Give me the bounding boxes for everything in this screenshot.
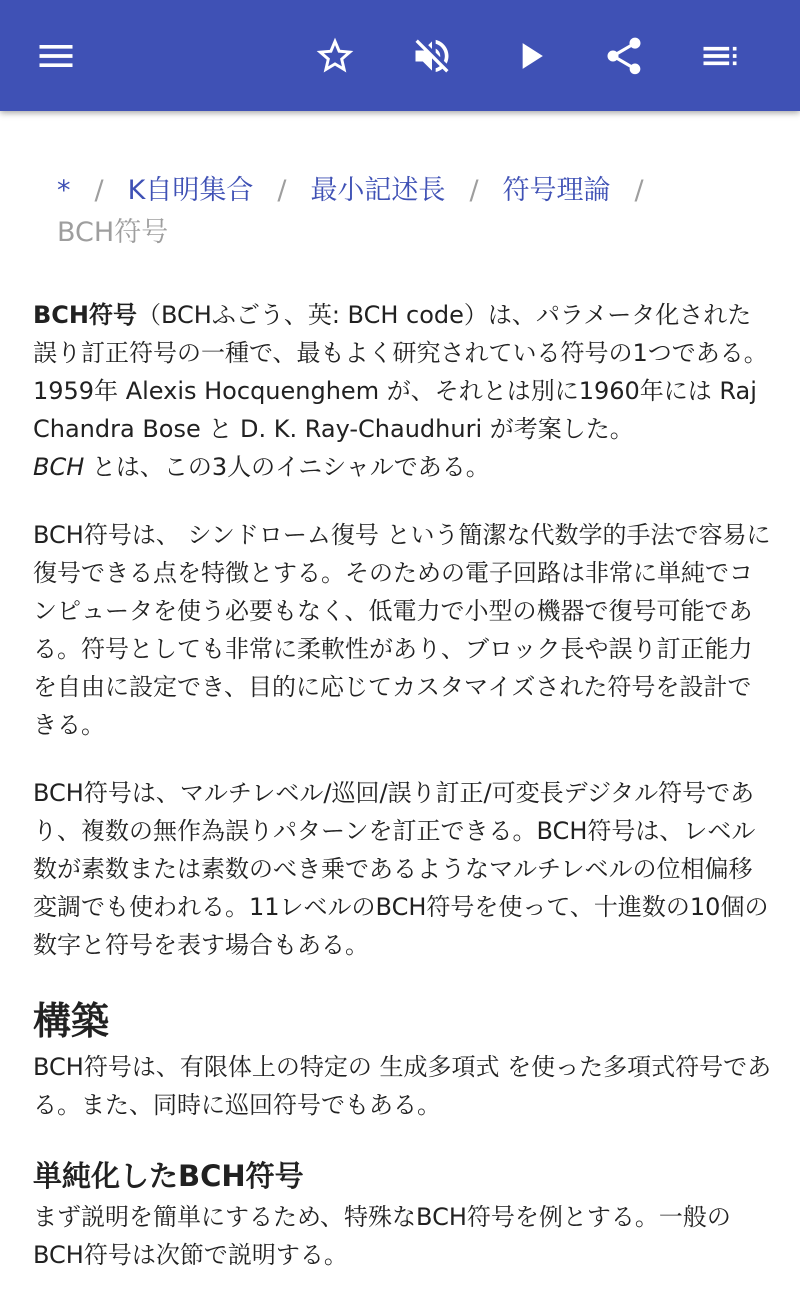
mute-button[interactable] (396, 20, 468, 92)
intro-paragraph (33, 296, 773, 486)
multilevel-paragraph: BCH符号は、マルチレベル/巡回/誤り訂正/可変長デジタル符号であり、複数の無作為誤りパターンを訂正できる。BCH符号は、レベル数が素数または素数のべき乗であるようなマルチレベルの位相偏移変調でも使われる。11レベルのBCH符号を使って、十進数の10個の数字と符号を表す場合もある。 (33, 779, 769, 959)
star-outline-icon (313, 34, 357, 78)
breadcrumb-separator: / (634, 175, 644, 206)
toc-list-icon (698, 34, 742, 78)
intro-italic-term: BCH (33, 453, 85, 481)
breadcrumb-item-mdl[interactable]: 最小記述長 (310, 175, 446, 206)
section-heading-simplified-bch: 単純化したBCH符号 (33, 1159, 304, 1193)
article-content (33, 170, 773, 1304)
intro-text-1: （BCHふごう、英: BCH code）は、パラメータ化された誤り訂正符号の一種で、最もよく研究されている符号の1つである。1959年 Alexis Hocquenghem が、それとは別に1960年には Raj Chandra Bose と D. K. Ray-Chaudhuri が考案した。 (33, 301, 768, 443)
menu-icon (34, 34, 78, 78)
breadcrumb-separator: / (469, 175, 479, 206)
menu-button[interactable] (20, 20, 92, 92)
share-button[interactable] (588, 20, 660, 92)
play-icon (508, 34, 552, 78)
breadcrumb-item-k-trivial-set[interactable]: K自明集合 (127, 175, 254, 206)
intro-text-2: とは、この3人のイニシャルである。 (84, 453, 490, 481)
breadcrumb-current: BCH符号 (57, 217, 169, 248)
breadcrumb-item-root[interactable]: * (57, 175, 71, 206)
breadcrumb-separator: / (277, 175, 287, 206)
bookmark-button[interactable] (299, 20, 371, 92)
share-icon (602, 34, 646, 78)
construction-paragraph: BCH符号は、有限体上の特定の 生成多項式 を使った多項式符号である。また、同時に巡回符号でもある。 (33, 1053, 772, 1119)
volume-off-icon (410, 34, 454, 78)
breadcrumb-separator: / (94, 175, 104, 206)
decoding-paragraph: BCH符号は、 シンドローム復号 という簡潔な代数学的手法で容易に復号できる点を特徴とする。そのための電子回路は非常に単純でコンピュータを使う必要もなく、低電力で小型の機器で復号可能である。符号としても非常に柔軟性があり、ブロック長や誤り訂正能力を自由に設定でき、目的に応じてカスタマイズされた符号を設計できる。 (33, 521, 771, 739)
play-button[interactable] (494, 20, 566, 92)
table-of-contents-button[interactable] (684, 20, 756, 92)
simplified-bch-paragraph: まず説明を簡単にするため、特殊なBCH符号を例とする。一般のBCH符号は次節で説明する。 (33, 1203, 731, 1269)
app-bar (0, 0, 800, 111)
breadcrumb-item-coding-theory[interactable]: 符号理論 (502, 175, 611, 206)
section-heading-construction: 構築 (33, 999, 110, 1043)
breadcrumb (57, 170, 773, 254)
intro-bold-term: BCH符号 (33, 301, 137, 329)
